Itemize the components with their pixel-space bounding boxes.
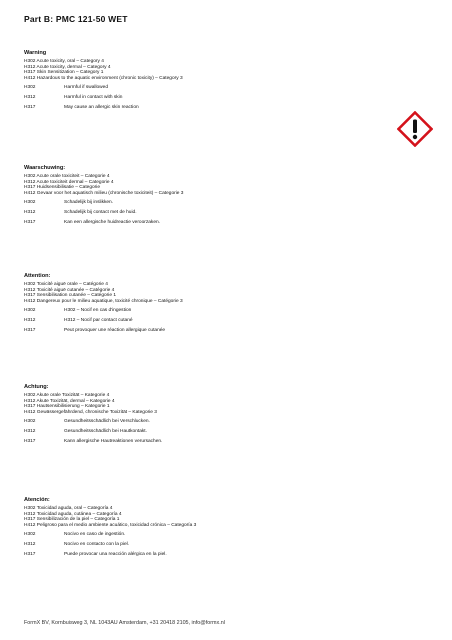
statement-code: H302 bbox=[24, 532, 36, 538]
statement-row bbox=[24, 200, 424, 206]
statement-code: H312 bbox=[24, 209, 36, 215]
statement-text: H302 – Nocif en cas d'ingestion bbox=[64, 308, 132, 314]
statement-text: Peut provoquer une réaction allergique cutanée bbox=[64, 327, 166, 333]
statement-text: Gesundheitsschädlich bei Hautkontakt. bbox=[64, 428, 147, 434]
classification-line: H312 Toxicidad aguda, cutánea – Categoría 4 bbox=[24, 511, 122, 517]
statement-row bbox=[24, 95, 424, 101]
statement-text: Harmful in contact with skin bbox=[64, 94, 123, 100]
statement-code: H317 bbox=[24, 327, 36, 333]
hazard-section-nl bbox=[24, 165, 424, 225]
classification-line: H302 Akute orale Toxizität – Kategorie 4 bbox=[24, 393, 110, 398]
classification-line: H312 Acute toxiciteit dermal – Categorie 4 bbox=[24, 179, 114, 185]
statement-text: Gesundheitsschädlich bei Verschlucken. bbox=[64, 419, 150, 425]
classification-line: H317 Skin Sensitization – Category 1 bbox=[24, 70, 104, 76]
classification-line: H317 Huidsensibilisatie – Categorie bbox=[24, 185, 100, 191]
statement-code: H317 bbox=[24, 551, 36, 557]
section-heading: Attention: bbox=[24, 273, 51, 279]
statement-text: Kann allergische Hautreaktionen verursachen. bbox=[64, 438, 163, 444]
statement-code: H317 bbox=[24, 104, 36, 110]
hazard-section-en bbox=[24, 50, 424, 110]
statement-code: H302 bbox=[24, 85, 36, 91]
statement-text: Harmful if swallowed bbox=[64, 85, 108, 91]
statement-text: Kan een allergische huidreactie veroorzaken. bbox=[64, 219, 160, 225]
statement-code: H312 bbox=[24, 94, 36, 100]
statement-row bbox=[24, 542, 424, 548]
classification-line: H412 Gevaar voor het aquatisch milieu (chronische toxiciteit) – Categorie 3 bbox=[24, 190, 184, 196]
section-heading: Atención: bbox=[24, 497, 50, 503]
statement-row bbox=[24, 328, 424, 334]
statement-text: H312 – Nocif par contact cutané bbox=[64, 317, 133, 323]
statement-row bbox=[24, 105, 424, 111]
classification-line: H302 Toxicité aiguë orale – Catégorie 4 bbox=[24, 282, 108, 287]
classification-line: H412 Hazardous to the aquatic environment (chronic toxicity) – Category 3 bbox=[24, 75, 183, 81]
classification-line: H302 Acute toxicity, oral – Category 4 bbox=[24, 59, 104, 64]
classification-line: H317 Hautsensibilisierung – Kategorie 1 bbox=[24, 404, 110, 410]
section-heading: Waarschuwing: bbox=[24, 165, 66, 171]
statement-row bbox=[24, 429, 424, 435]
statement-text: Nocivo en contacto con la piel. bbox=[64, 541, 130, 547]
classification-line: H412 Gewässergefährdend, chronische Toxizität – Kategorie 3 bbox=[24, 409, 157, 415]
statement-row bbox=[24, 532, 424, 538]
statement-text: Schadelijk bij contact met de huid. bbox=[64, 209, 137, 215]
classification-line: H302 Toxicidad aguda, oral – Categoría 4 bbox=[24, 506, 113, 511]
classification-line: H317 Sensibilización de la piel – Categoría 1 bbox=[24, 517, 120, 523]
classification-line: H312 Toxicité aiguë cutanée – Catégorie 4 bbox=[24, 287, 115, 293]
statement-code: H312 bbox=[24, 541, 36, 547]
hazard-section-es bbox=[24, 497, 424, 557]
statement-text: Puede provocar una reacción alérgica en la piel. bbox=[64, 551, 167, 557]
hazard-section-de bbox=[24, 384, 424, 444]
statement-code: H302 bbox=[24, 419, 36, 425]
classification-line: H302 Acute orale toxiciteit – Categorie 4 bbox=[24, 174, 110, 179]
statement-row bbox=[24, 220, 424, 226]
classification-line: H412 Peligroso para el medio ambiente acuático, toxicidad crónica – Categoría 3 bbox=[24, 522, 197, 528]
section-heading: Warning bbox=[24, 50, 47, 56]
statement-row bbox=[24, 552, 424, 558]
company-footer: FormX BV, Kornbuisweg 3, NL 1043AU Amsterdam, +31 20418 2105, info@formx.nl bbox=[24, 620, 225, 626]
statement-row bbox=[24, 308, 424, 314]
statement-code: H302 bbox=[24, 308, 36, 314]
statement-text: Schadelijk bij inslikken. bbox=[64, 200, 114, 206]
statement-code: H317 bbox=[24, 438, 36, 444]
classification-line: H312 Akute Toxizität, dermal – Kategorie 4 bbox=[24, 398, 115, 404]
statement-text: May cause an allergic skin reaction bbox=[64, 104, 139, 110]
document-title: Part B: PMC 121-50 WET bbox=[24, 14, 128, 24]
hazard-section-fr bbox=[24, 273, 424, 333]
section-heading: Achtung: bbox=[24, 384, 49, 390]
statement-code: H312 bbox=[24, 428, 36, 434]
statement-code: H312 bbox=[24, 317, 36, 323]
classification-line: H412 Dangereux pour le milieu aquatique, toxicité chronique – Catégorie 3 bbox=[24, 298, 183, 304]
statement-code: H317 bbox=[24, 219, 36, 225]
statement-text: Nocivo en caso de ingestión. bbox=[64, 532, 126, 538]
statement-code: H302 bbox=[24, 200, 36, 206]
statement-row bbox=[24, 210, 424, 216]
statement-row bbox=[24, 85, 424, 91]
statement-row bbox=[24, 318, 424, 324]
statement-row bbox=[24, 439, 424, 445]
ghs07-exclamation-mark-icon bbox=[397, 111, 433, 147]
classification-line: H317 Sensibilisation cutanée – Catégorie 1 bbox=[24, 293, 117, 299]
classification-line: H312 Acute toxicity, dermal – Category 4 bbox=[24, 64, 111, 70]
statement-row bbox=[24, 419, 424, 425]
